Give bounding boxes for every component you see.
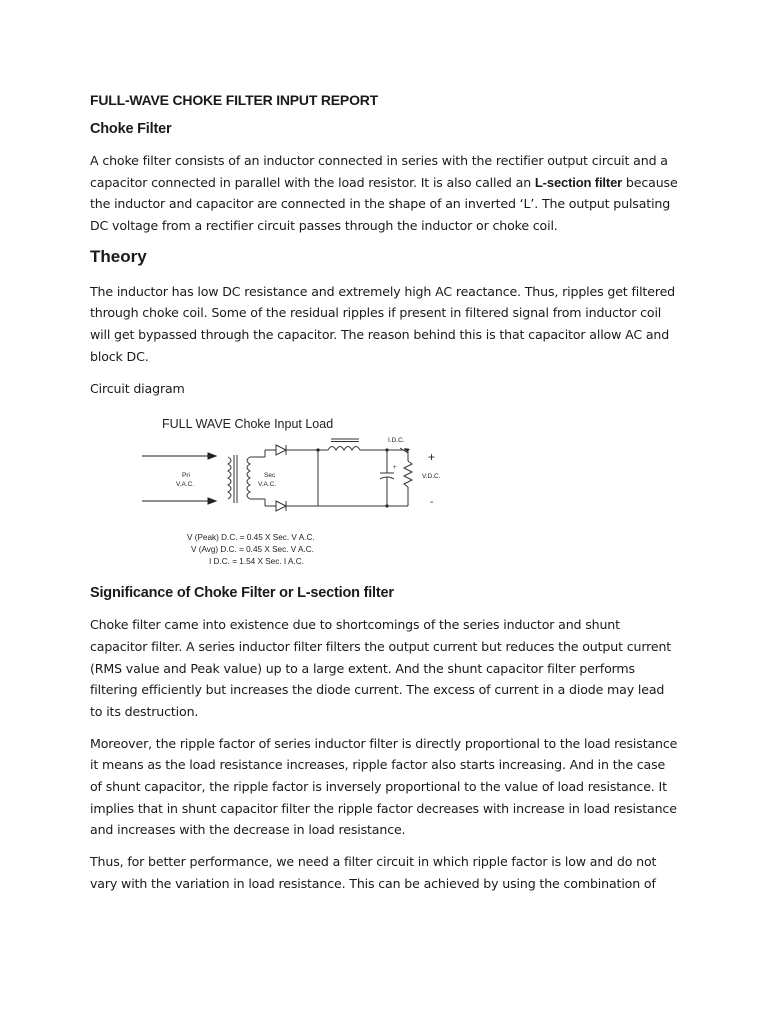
document-page <box>90 92 680 905</box>
capacitor-plus-label: + <box>393 465 397 472</box>
vdc-label: V.D.C. <box>422 473 441 481</box>
primary-label-1: Pri <box>182 472 190 480</box>
junction-dot <box>316 449 319 452</box>
output-plus-label: + <box>428 450 436 465</box>
secondary-label-2: V.A.C. <box>258 481 277 489</box>
heading-theory: Theory <box>90 246 147 266</box>
paragraph-choke-filter-definition <box>90 150 680 236</box>
primary-label-2: V.A.C. <box>176 481 195 489</box>
formula-peak-voltage: V (Peak) D.C. = 0.45 X Sec. V A.C. <box>187 533 315 543</box>
circuit-diagram-svg <box>90 411 455 571</box>
paragraph-theory: The inductor has low DC resistance and extremely high AC reactance. Thus, ripples get filtered through choke coil. Some of the residual ripples if present in filtered signal from inductor coil will get bypassed through the capacitor. The reason behind this is that capacitor allow AC and block DC. <box>90 283 676 364</box>
secondary-label-1: Sec <box>264 472 276 480</box>
paragraph-text: A choke filter consists of an inductor connected in series with the rectifier output circuit and a capacitor connected in parallel with the load resistor. It is also called an <box>90 153 668 190</box>
heading-significance: Significance of Choke Filter or L-section filter <box>90 585 394 602</box>
paragraph-significance-3: Thus, for better performance, we need a filter circuit in which ripple factor is low and do not vary with the variation in load resistance. This can be achieved by using the combination of <box>90 854 657 891</box>
idc-label: I.D.C. <box>388 437 405 445</box>
circuit-diagram-caption: Circuit diagram <box>90 380 185 396</box>
paragraph-text: because the inductor and capacitor are connected in the shape of an inverted ‘L’. The output pulsating DC voltage from a rectifier circuit passes through the inductor or choke coil. <box>90 174 678 233</box>
document-title: FULL-WAVE CHOKE FILTER INPUT REPORT <box>90 92 379 108</box>
paragraph-significance-2: Moreover, the ripple factor of series inductor filter is directly proportional to the load resistance it means as the load resistance increases, ripple factor also starts increasing. And in the case of shunt capacitor, the ripple factor is inversely proportional to the value of load resistance. It implies that in shunt capacitor filter the ripple factor decreases with increase in load resistance and increases with the decrease in load resistance. <box>90 735 678 838</box>
circuit-diagram-figure <box>90 411 455 571</box>
formula-dc-current: I D.C. = 1.54 X Sec. I A.C. <box>209 557 304 567</box>
formula-average-voltage: V (Avg) D.C. = 0.45 X Sec. V A.C. <box>191 545 314 555</box>
paragraph-significance-1: Choke filter came into existence due to shortcomings of the series inductor and shunt capacitor filter. A series inductor filter filters the output current but reduces the output current (RMS value and Peak value) up to a large extent. And the shunt capacitor filter performs filtering efficiently but increases the diode current. The excess of current in a diode may lead to its destruction. <box>90 617 672 719</box>
figure-title: FULL WAVE Choke Input Load <box>162 417 334 432</box>
output-minus-label: - <box>430 497 434 509</box>
bold-term-l-section-filter: L-section filter <box>534 174 623 190</box>
heading-choke-filter: Choke Filter <box>90 121 172 137</box>
